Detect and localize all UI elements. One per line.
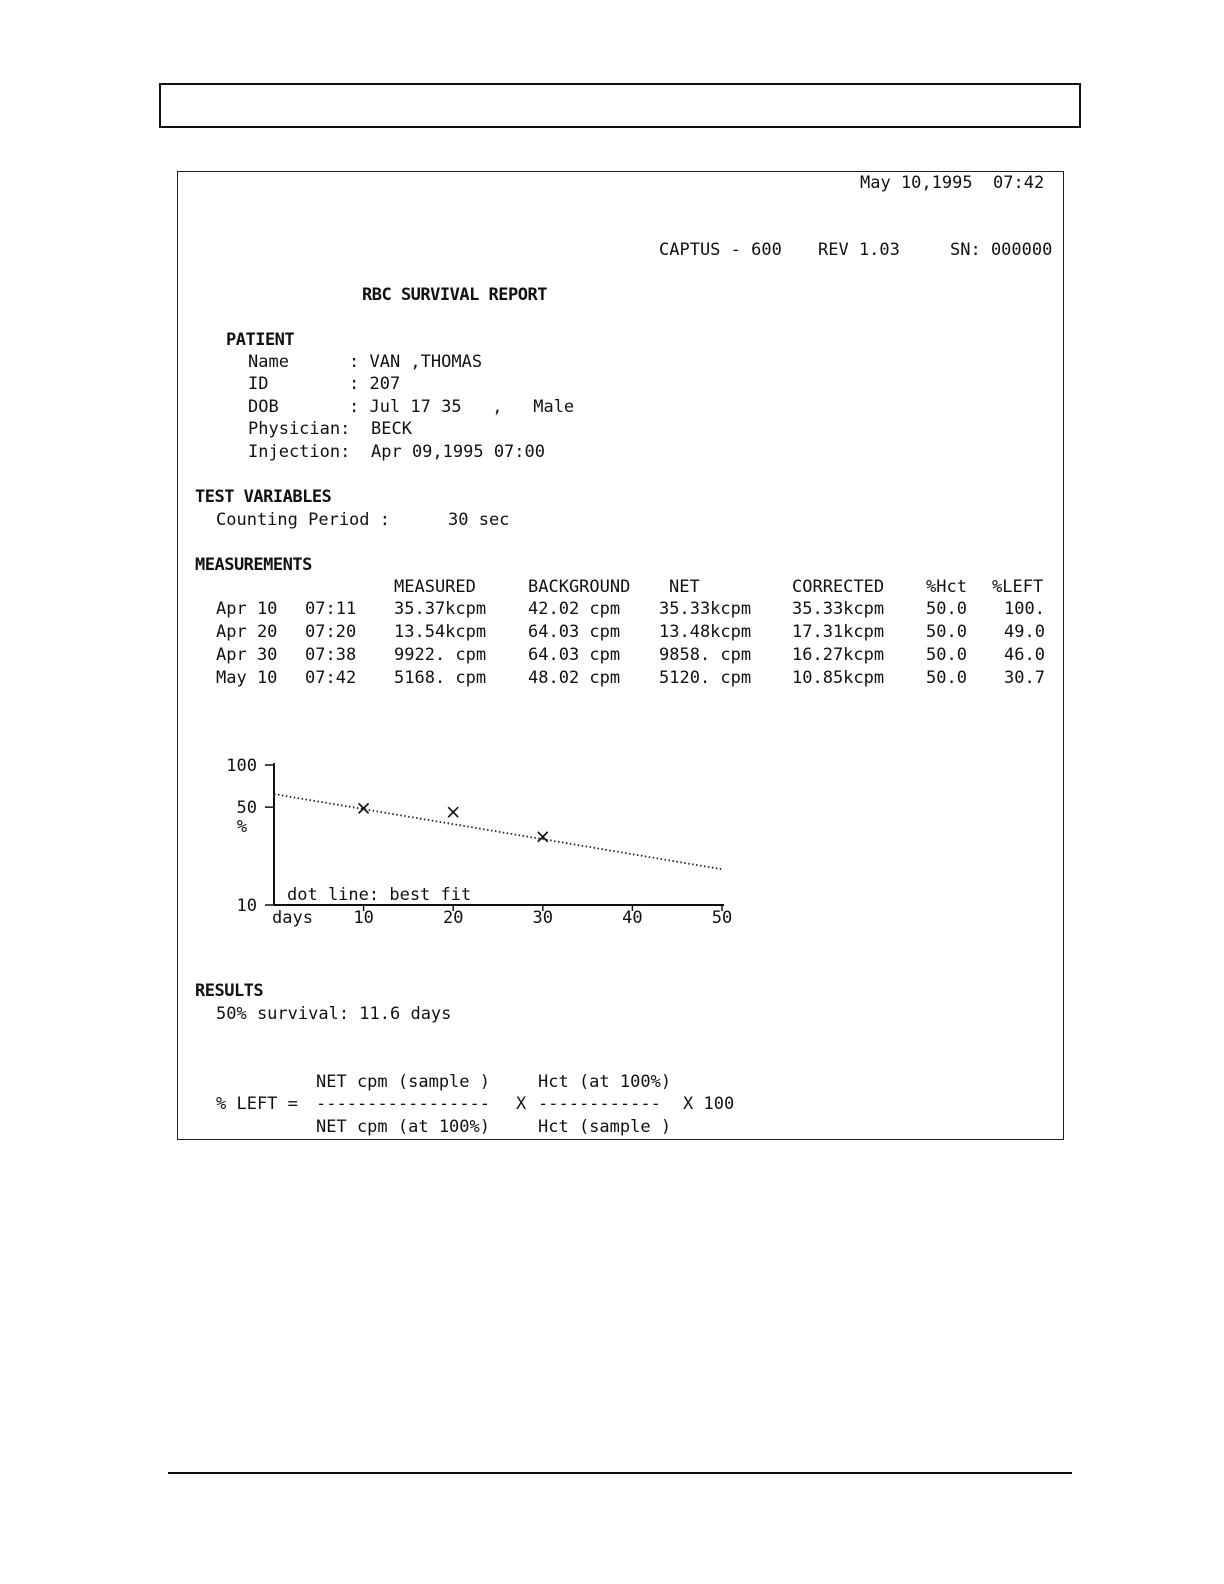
x-axis-label: days	[272, 908, 313, 928]
col-header-corrected: CORRECTED	[792, 577, 885, 597]
row-time: 07:42	[305, 668, 357, 688]
row-date: Apr 20	[216, 622, 278, 642]
row-corrected: 35.33kcpm	[792, 599, 885, 619]
name-label: Name	[248, 352, 289, 372]
row-time: 07:38	[305, 645, 357, 665]
row-net: 13.48kcpm	[659, 622, 752, 642]
dob-label: DOB	[248, 397, 279, 417]
x-tick-label: 20	[442, 908, 464, 928]
injection-value: Apr 09,1995 07:00	[371, 442, 545, 462]
row-net: 9858. cpm	[659, 645, 752, 665]
row-measured: 13.54kcpm	[394, 622, 487, 642]
row-background: 64.03 cpm	[528, 645, 621, 665]
row-date: May 10	[216, 668, 278, 688]
row-left: 100.	[1004, 599, 1045, 619]
x-tick-label: 10	[353, 908, 374, 928]
footer-rule	[168, 1472, 1072, 1474]
dob-value: : Jul 17 35 , Male	[349, 397, 575, 417]
id-value: : 207	[349, 374, 401, 394]
row-net: 35.33kcpm	[659, 599, 752, 619]
formula-times: X	[516, 1094, 527, 1114]
y-tick-label: 100	[226, 756, 257, 776]
page-header-box	[159, 83, 1081, 128]
measurements-heading: MEASUREMENTS	[195, 555, 312, 575]
formula-numerator-hct: Hct (at 100%)	[538, 1072, 672, 1092]
results-heading: RESULTS	[195, 981, 264, 1001]
report-title: RBC SURVIVAL REPORT	[362, 285, 547, 305]
col-header-net: NET	[669, 577, 700, 597]
y-axis-label: %	[236, 817, 248, 838]
row-corrected: 17.31kcpm	[792, 622, 885, 642]
id-label: ID	[248, 374, 269, 394]
injection-label: Injection:	[248, 442, 351, 462]
row-hct: 50.0	[926, 622, 967, 642]
y-tick-label: 10	[236, 896, 257, 916]
col-header-hct: %Hct	[926, 577, 967, 597]
device-name: CAPTUS - 600	[659, 240, 782, 260]
formula-denominator-hct: Hct (sample )	[538, 1117, 672, 1137]
formula-denominator-net: NET cpm (at 100%)	[316, 1117, 490, 1137]
physician-label: Physician:	[248, 419, 351, 439]
formula-lhs: % LEFT =	[216, 1094, 298, 1114]
row-left: 49.0	[1004, 622, 1045, 642]
device-serial: SN: 000000	[950, 240, 1053, 260]
row-date: Apr 10	[216, 599, 278, 619]
name-value: : VAN ,THOMAS	[349, 352, 483, 372]
row-time: 07:11	[305, 599, 357, 619]
counting-period-value: 30 sec	[448, 510, 510, 530]
chart-annotation: dot line: best fit	[287, 885, 472, 905]
chart-labels	[226, 756, 732, 928]
row-background: 64.03 cpm	[528, 622, 621, 642]
row-corrected: 16.27kcpm	[792, 645, 885, 665]
physician-value: BECK	[371, 419, 412, 439]
row-background: 48.02 cpm	[528, 668, 621, 688]
row-background: 42.02 cpm	[528, 599, 621, 619]
counting-period-label: Counting Period :	[216, 510, 390, 530]
row-hct: 50.0	[926, 599, 967, 619]
x-tick-label: 50	[711, 908, 733, 928]
survival-result: 50% survival: 11.6 days	[216, 1004, 452, 1024]
survival-chart	[200, 740, 760, 940]
best-fit-line-path	[274, 794, 722, 869]
row-hct: 50.0	[926, 645, 967, 665]
col-header-left: %LEFT	[992, 577, 1044, 597]
row-left: 46.0	[1004, 645, 1045, 665]
formula-rule-2: ------------	[538, 1094, 661, 1114]
formula-numerator-net: NET cpm (sample )	[316, 1072, 490, 1092]
x-tick-label: 30	[532, 908, 554, 928]
data-point	[538, 832, 548, 842]
col-header-background: BACKGROUND	[528, 577, 631, 597]
col-header-measured: MEASURED	[394, 577, 476, 597]
row-date: Apr 30	[216, 645, 278, 665]
row-measured: 9922. cpm	[394, 645, 487, 665]
row-net: 5120. cpm	[659, 668, 752, 688]
x-tick-label: 40	[622, 908, 643, 928]
best-fit-line	[274, 794, 722, 869]
data-point	[448, 807, 458, 817]
y-tick-label: 50	[236, 798, 257, 819]
formula-tail: X 100	[683, 1094, 735, 1114]
row-corrected: 10.85kcpm	[792, 668, 885, 688]
row-time: 07:20	[305, 622, 357, 642]
patient-heading: PATIENT	[226, 330, 295, 350]
data-point	[359, 803, 369, 813]
row-measured: 5168. cpm	[394, 668, 487, 688]
row-measured: 35.37kcpm	[394, 599, 487, 619]
row-left: 30.7	[1004, 668, 1045, 688]
device-rev: REV 1.03	[818, 240, 900, 260]
row-hct: 50.0	[926, 668, 967, 688]
formula-rule-1: -----------------	[316, 1094, 490, 1114]
report-datetime: May 10,1995 07:42	[860, 173, 1045, 193]
test-variables-heading: TEST VARIABLES	[195, 487, 332, 507]
